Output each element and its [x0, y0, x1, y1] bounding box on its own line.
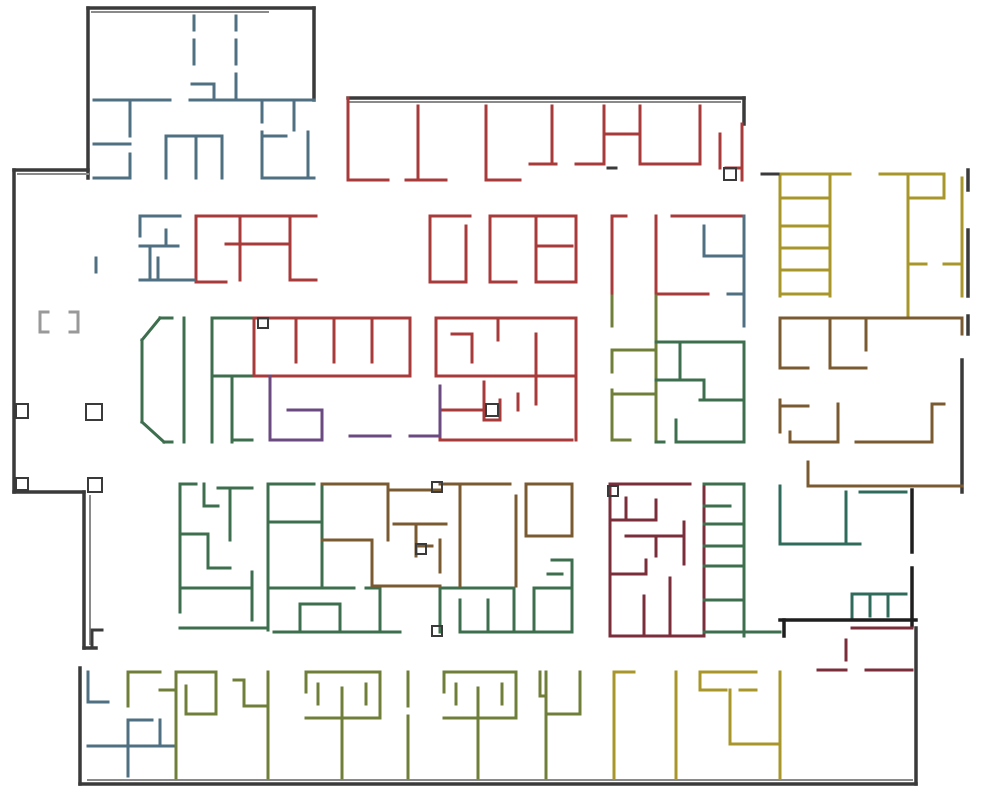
hatch-marks	[16, 168, 778, 648]
lower-right-teal-walls	[780, 486, 906, 620]
north-wing-walls	[94, 16, 314, 178]
exterior-walls	[14, 8, 968, 784]
lower-mixed-walls	[322, 484, 572, 586]
red-row-2-walls	[196, 216, 744, 296]
red-row-1-walls	[348, 98, 742, 180]
row-2-small-block-walls	[96, 216, 744, 326]
lower-right-green-walls	[704, 484, 780, 636]
south-wing-steel-walls	[88, 672, 176, 776]
exterior-thin-walls	[18, 12, 912, 780]
column-markers	[16, 168, 736, 636]
south-wing-maroon-walls	[818, 628, 912, 670]
gray-bracket-marker	[40, 312, 78, 332]
south-wing-mustard-walls	[614, 672, 780, 778]
green-center-walls	[656, 342, 744, 442]
lower-green-walls	[180, 484, 572, 632]
green-left-walls	[142, 318, 254, 442]
right-yellow-wing-walls	[780, 174, 962, 318]
yellow-center-walls	[612, 296, 656, 442]
lower-right-maroon-walls	[610, 484, 704, 636]
right-brown-wing-walls	[780, 318, 962, 486]
south-wing-olive-walls	[128, 672, 580, 778]
east-black-walls	[780, 490, 916, 636]
violet-suite-walls	[270, 376, 440, 440]
red-row-3-walls	[254, 318, 576, 440]
